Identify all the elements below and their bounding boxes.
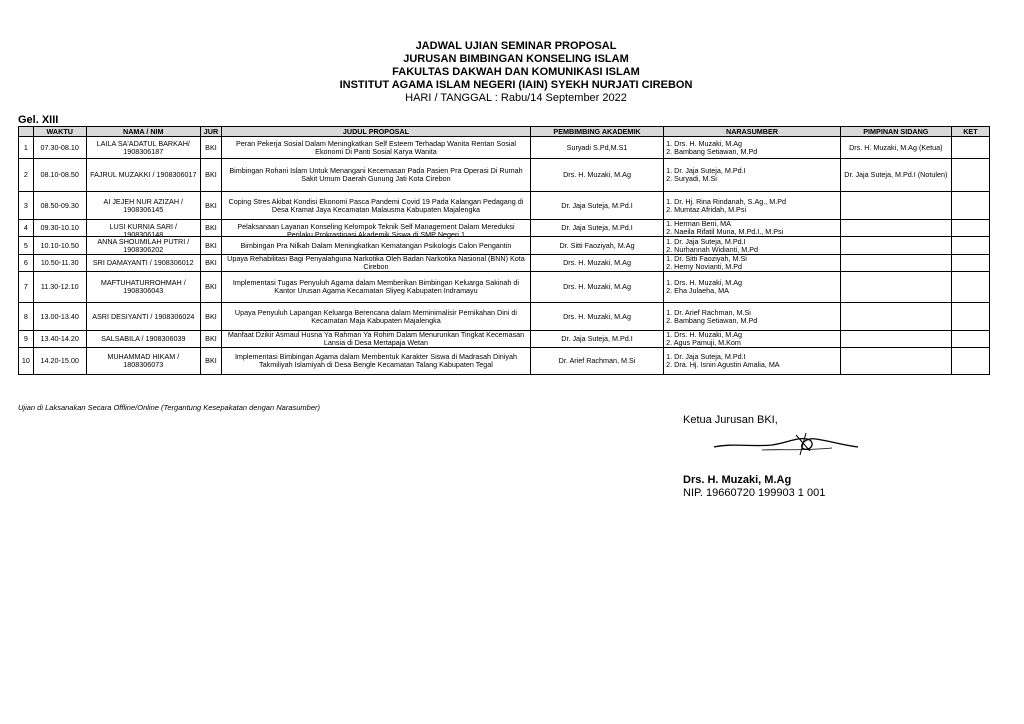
header-waktu: WAKTU xyxy=(33,127,86,137)
row-nama: ANNA SHOUMILAH PUTRI / 1908306202 xyxy=(97,236,190,254)
row-narasumber-1: 1. Drs. H. Muzaki, M.Ag xyxy=(666,278,743,287)
row-waktu: 07.30-08.10 xyxy=(40,142,79,152)
row-number: 3 xyxy=(23,200,28,210)
row-narasumber-2: 2. Suryadi, M.Si xyxy=(666,174,717,183)
schedule-table xyxy=(18,126,990,375)
table-row xyxy=(19,348,990,375)
row-number: 10 xyxy=(21,356,30,365)
row-narasumber-1: 1. Herman Beni, MA xyxy=(666,219,731,228)
row-narasumber-1: 1. Drs. H. Muzaki, M.Ag xyxy=(666,138,743,148)
row-narasumber-1: 1. Dr. Sitti Faoziyah, M.Si xyxy=(666,254,747,263)
table-row xyxy=(19,220,990,237)
signature-scribble xyxy=(712,425,862,467)
header-date: HARI / TANGGAL : Rabu/14 September 2022 xyxy=(405,92,627,104)
table-row xyxy=(19,303,990,331)
row-number: 8 xyxy=(23,311,28,321)
row-pembimbing: Dr. Jaja Suteja, M.Pd.I xyxy=(561,223,633,232)
row-nama: SALSABILA / 1908306039 xyxy=(101,334,186,343)
row-waktu: 11.30-12.10 xyxy=(40,282,79,291)
header-nama: NAMA / NIM xyxy=(86,127,200,137)
row-jur: BKI xyxy=(205,170,217,179)
row-narasumber-1: 1. Dr. Jaja Suteja, M.Pd.I xyxy=(666,166,746,175)
row-judul: Manfaat Dzikir Asmaul Husna Ya Rahman Ya Rohim Dalam Menurunkan Tingkat Kecemasan Lansia di Desa Mertapaja Wetan xyxy=(227,330,525,347)
row-narasumber-2: 2. Herny Novianti, M.Pd xyxy=(666,262,743,271)
table-row xyxy=(19,159,990,192)
row-pembimbing: Drs. H. Muzaki, M.Ag xyxy=(563,282,631,291)
row-judul: Peran Pekerja Sosial Dalam Meningkatkan Self Esteem Terhadap Wanita Rentan Sosial Ekonomi Di Panti Sosial Karya Wanita xyxy=(235,138,516,156)
row-number: 4 xyxy=(23,223,28,232)
row-judul: Bimbingan Pra Nilkah Dalam Meningkatkan Kematangan Psikologis Calon Pengantin xyxy=(240,240,512,250)
row-narasumber-1: 1. Dr. Jaja Suteja, M.Pd.I xyxy=(666,352,746,361)
row-narasumber-2: 2. Agus Pamuji, M.Kom xyxy=(666,338,741,347)
row-waktu: 13.00-13.40 xyxy=(40,311,79,321)
row-jur: BKI xyxy=(205,142,217,152)
row-pembimbing: Drs. H. Muzaki, M.Ag xyxy=(563,258,631,267)
row-pembimbing: Suryadi S.Pd,M.S1 xyxy=(566,142,628,152)
row-narasumber-1: 1. Dr. Hj. Rina Rindanah, S.Ag., M.Pd xyxy=(666,196,787,206)
row-narasumber-2: 2. Bambang Setiawan, M.Pd xyxy=(666,315,758,325)
table-row xyxy=(19,255,990,272)
row-nama: LUSI KURNIA SARI / 1908306148 xyxy=(109,221,178,239)
row-pembimbing: Dr. Sitti Faoziyah, M.Ag xyxy=(559,240,635,250)
row-jur: BKI xyxy=(205,200,217,210)
row-jur: BKI xyxy=(205,282,217,291)
row-nama: MAFTUHATURROHMAH / 1908306043 xyxy=(100,278,186,295)
row-jur: BKI xyxy=(205,334,217,343)
header-line-2: JURUSAN BIMBINGAN KONSELING ISLAM xyxy=(403,53,629,65)
row-nama: MUHAMMAD HIKAM / 1808306073 xyxy=(107,352,180,369)
row-jur: BKI xyxy=(205,258,217,267)
row-jur: BKI xyxy=(205,356,217,365)
row-number: 5 xyxy=(23,240,28,250)
row-nama: ASRI DESIYANTI / 1908306024 xyxy=(92,311,195,321)
row-judul: Bimbingan Rohani Islam Untuk Menangani Kecemasan Pada Pasien Pra Operasi Di Rumah Sakit Umum Daerah Gunung Jati Kota Cirebon xyxy=(229,166,523,183)
row-nama: LAILA SA'ADATUL BARKAH/ 1908306187 xyxy=(96,138,190,156)
row-narasumber-1: 1. Dr. Arief Rachman, M.Si xyxy=(666,307,751,317)
row-judul: Upaya Rehabilitasi Bagi Penyalahguna Narkotika Oleh Badan Narkotika Nasional (BNN) Kota Cirebon xyxy=(227,254,525,271)
row-number: 6 xyxy=(23,258,28,267)
row-pembimbing: Dr. Arief Rachman, M.Si xyxy=(558,356,636,365)
row-waktu: 13.40-14.20 xyxy=(40,334,79,343)
header-line-1: JADWAL UJIAN SEMINAR PROPOSAL xyxy=(415,40,617,52)
row-judul: Coping Stres Akibat Kondisi Ekonomi Pasca Pandemi Covid 19 Pada Kalangan Pedagang di Desa Kramat Jaya Kecamatan Malausma Kabupaten Majalengka xyxy=(228,196,524,214)
row-nama: AI JEJEH NUR AZIZAH / 1908306145 xyxy=(103,196,184,214)
row-pimpinan: Dr. Jaja Suteja, M.Pd.I (Notulen) xyxy=(844,170,948,179)
row-jur: BKI xyxy=(205,311,217,321)
row-narasumber-2: 2. Nurhannah Widianti, M.Pd xyxy=(666,244,759,254)
row-pimpinan: Drs. H. Muzaki, M.Ag (Ketua) xyxy=(849,142,943,152)
row-waktu: 10.50-11.30 xyxy=(40,258,79,267)
row-waktu: 08.10-08.50 xyxy=(40,170,79,179)
row-narasumber-2: 2. Naeila Rifatil Muna, M.Pd.I., M.Psi xyxy=(666,227,784,236)
row-nama: SRI DAMAYANTI / 1908306012 xyxy=(92,258,194,267)
row-pembimbing: Drs. H. Muzaki, M.Ag xyxy=(563,170,631,179)
header-judul: JUDUL PROPOSAL xyxy=(222,127,531,137)
header-pimpinan: PIMPINAN SIDANG xyxy=(840,127,951,137)
header-ket: KET xyxy=(951,127,989,137)
row-judul: Implementasi Bimbingan Agama dalam Membentuk Karakter Siswa di Madrasah Diniyah Takmiliyah Islamiyah di Desa Bengle Kecamatan Talang Kabupaten Tegal xyxy=(234,352,517,369)
row-narasumber-2: 2. Dra. Hj. Isnin Agustin Amalia, MA xyxy=(666,360,780,369)
table-row xyxy=(19,237,990,255)
header-pembimbing: PEMBIMBING AKADEMIK xyxy=(530,127,663,137)
header-jur: JUR xyxy=(200,127,221,137)
row-narasumber-2: 2. Bambang Setiawan, M.Pd xyxy=(666,146,758,156)
row-narasumber-1: 1. Dr. Jaja Suteja, M.Pd.I xyxy=(666,236,746,246)
signatory-name: Drs. H. Muzaki, M.Ag xyxy=(683,474,792,486)
row-judul: Upaya Penyuluh Lapangan Keluarga Berencana dalam Meminimalisir Pernikahan Dini di Kecamatan Maja Kabupaten Majalengka xyxy=(234,307,517,325)
row-narasumber-2: 2. Mumtaz Afridah, M.Psi xyxy=(666,204,747,214)
row-pembimbing: Dr. Jaja Suteja, M.Pd.I xyxy=(561,334,633,343)
row-jur: BKI xyxy=(205,223,217,232)
document-header xyxy=(0,40,1024,105)
table-row xyxy=(19,137,990,159)
gel-label: Gel. XIII xyxy=(18,114,59,126)
row-waktu: 08.50-09.30 xyxy=(40,200,79,210)
table-row xyxy=(19,192,990,220)
signature-title: Ketua Jurusan BKI, xyxy=(683,414,778,426)
row-narasumber-2: 2. Eha Julaeha, MA xyxy=(666,286,729,295)
header-line-4: INSTITUT AGAMA ISLAM NEGERI (IAIN) SYEKH NURJATI CIREBON xyxy=(339,79,693,91)
row-jur: BKI xyxy=(205,240,217,250)
header-narasumber: NARASUMBER xyxy=(664,127,841,137)
row-waktu: 10.10-10.50 xyxy=(40,240,79,250)
row-number: 7 xyxy=(23,282,28,291)
row-waktu: 14.20-15.00 xyxy=(40,356,79,365)
table-row xyxy=(19,331,990,348)
row-judul: Implementasi Tugas Penyuluh Agama dalam Memberikan Bimbingan Keluarga Sakinah di Kantor Urusan Agama Kecamatan Sliyeg Kabupaten Indramayu xyxy=(232,278,519,295)
row-number: 9 xyxy=(23,334,28,343)
row-judul: Pelaksanaan Layanan Konseling Kelompok Teknik Self Management Dalam Mereduksi Perilaku Prokrastinasi Akademik Siswa di SMP Negeri 1 xyxy=(237,221,515,239)
row-narasumber-1: 1. Drs. H. Muzaki, M.Ag xyxy=(666,330,743,339)
row-number: 2 xyxy=(23,170,28,179)
table-header-row xyxy=(19,127,990,137)
row-pembimbing: Dr. Jaja Suteja, M.Pd.I xyxy=(561,200,633,210)
signatory-nip: NIP. 19660720 199903 1 001 xyxy=(683,487,826,499)
header-line-3: FAKULTAS DAKWAH DAN KOMUNIKASI ISLAM xyxy=(392,66,640,78)
row-number: 1 xyxy=(23,142,28,152)
exam-note: Ujian di Laksanakan Secara Offline/Online (Tergantung Kesepakatan dengan Narasumber) xyxy=(18,403,320,412)
row-pembimbing: Drs. H. Muzaki, M.Ag xyxy=(563,311,631,321)
header-no xyxy=(19,127,34,137)
row-nama: FAJRUL MUZAKKI / 1908306017 xyxy=(90,170,197,179)
table-row xyxy=(19,272,990,303)
row-waktu: 09.30-10.10 xyxy=(40,223,79,232)
